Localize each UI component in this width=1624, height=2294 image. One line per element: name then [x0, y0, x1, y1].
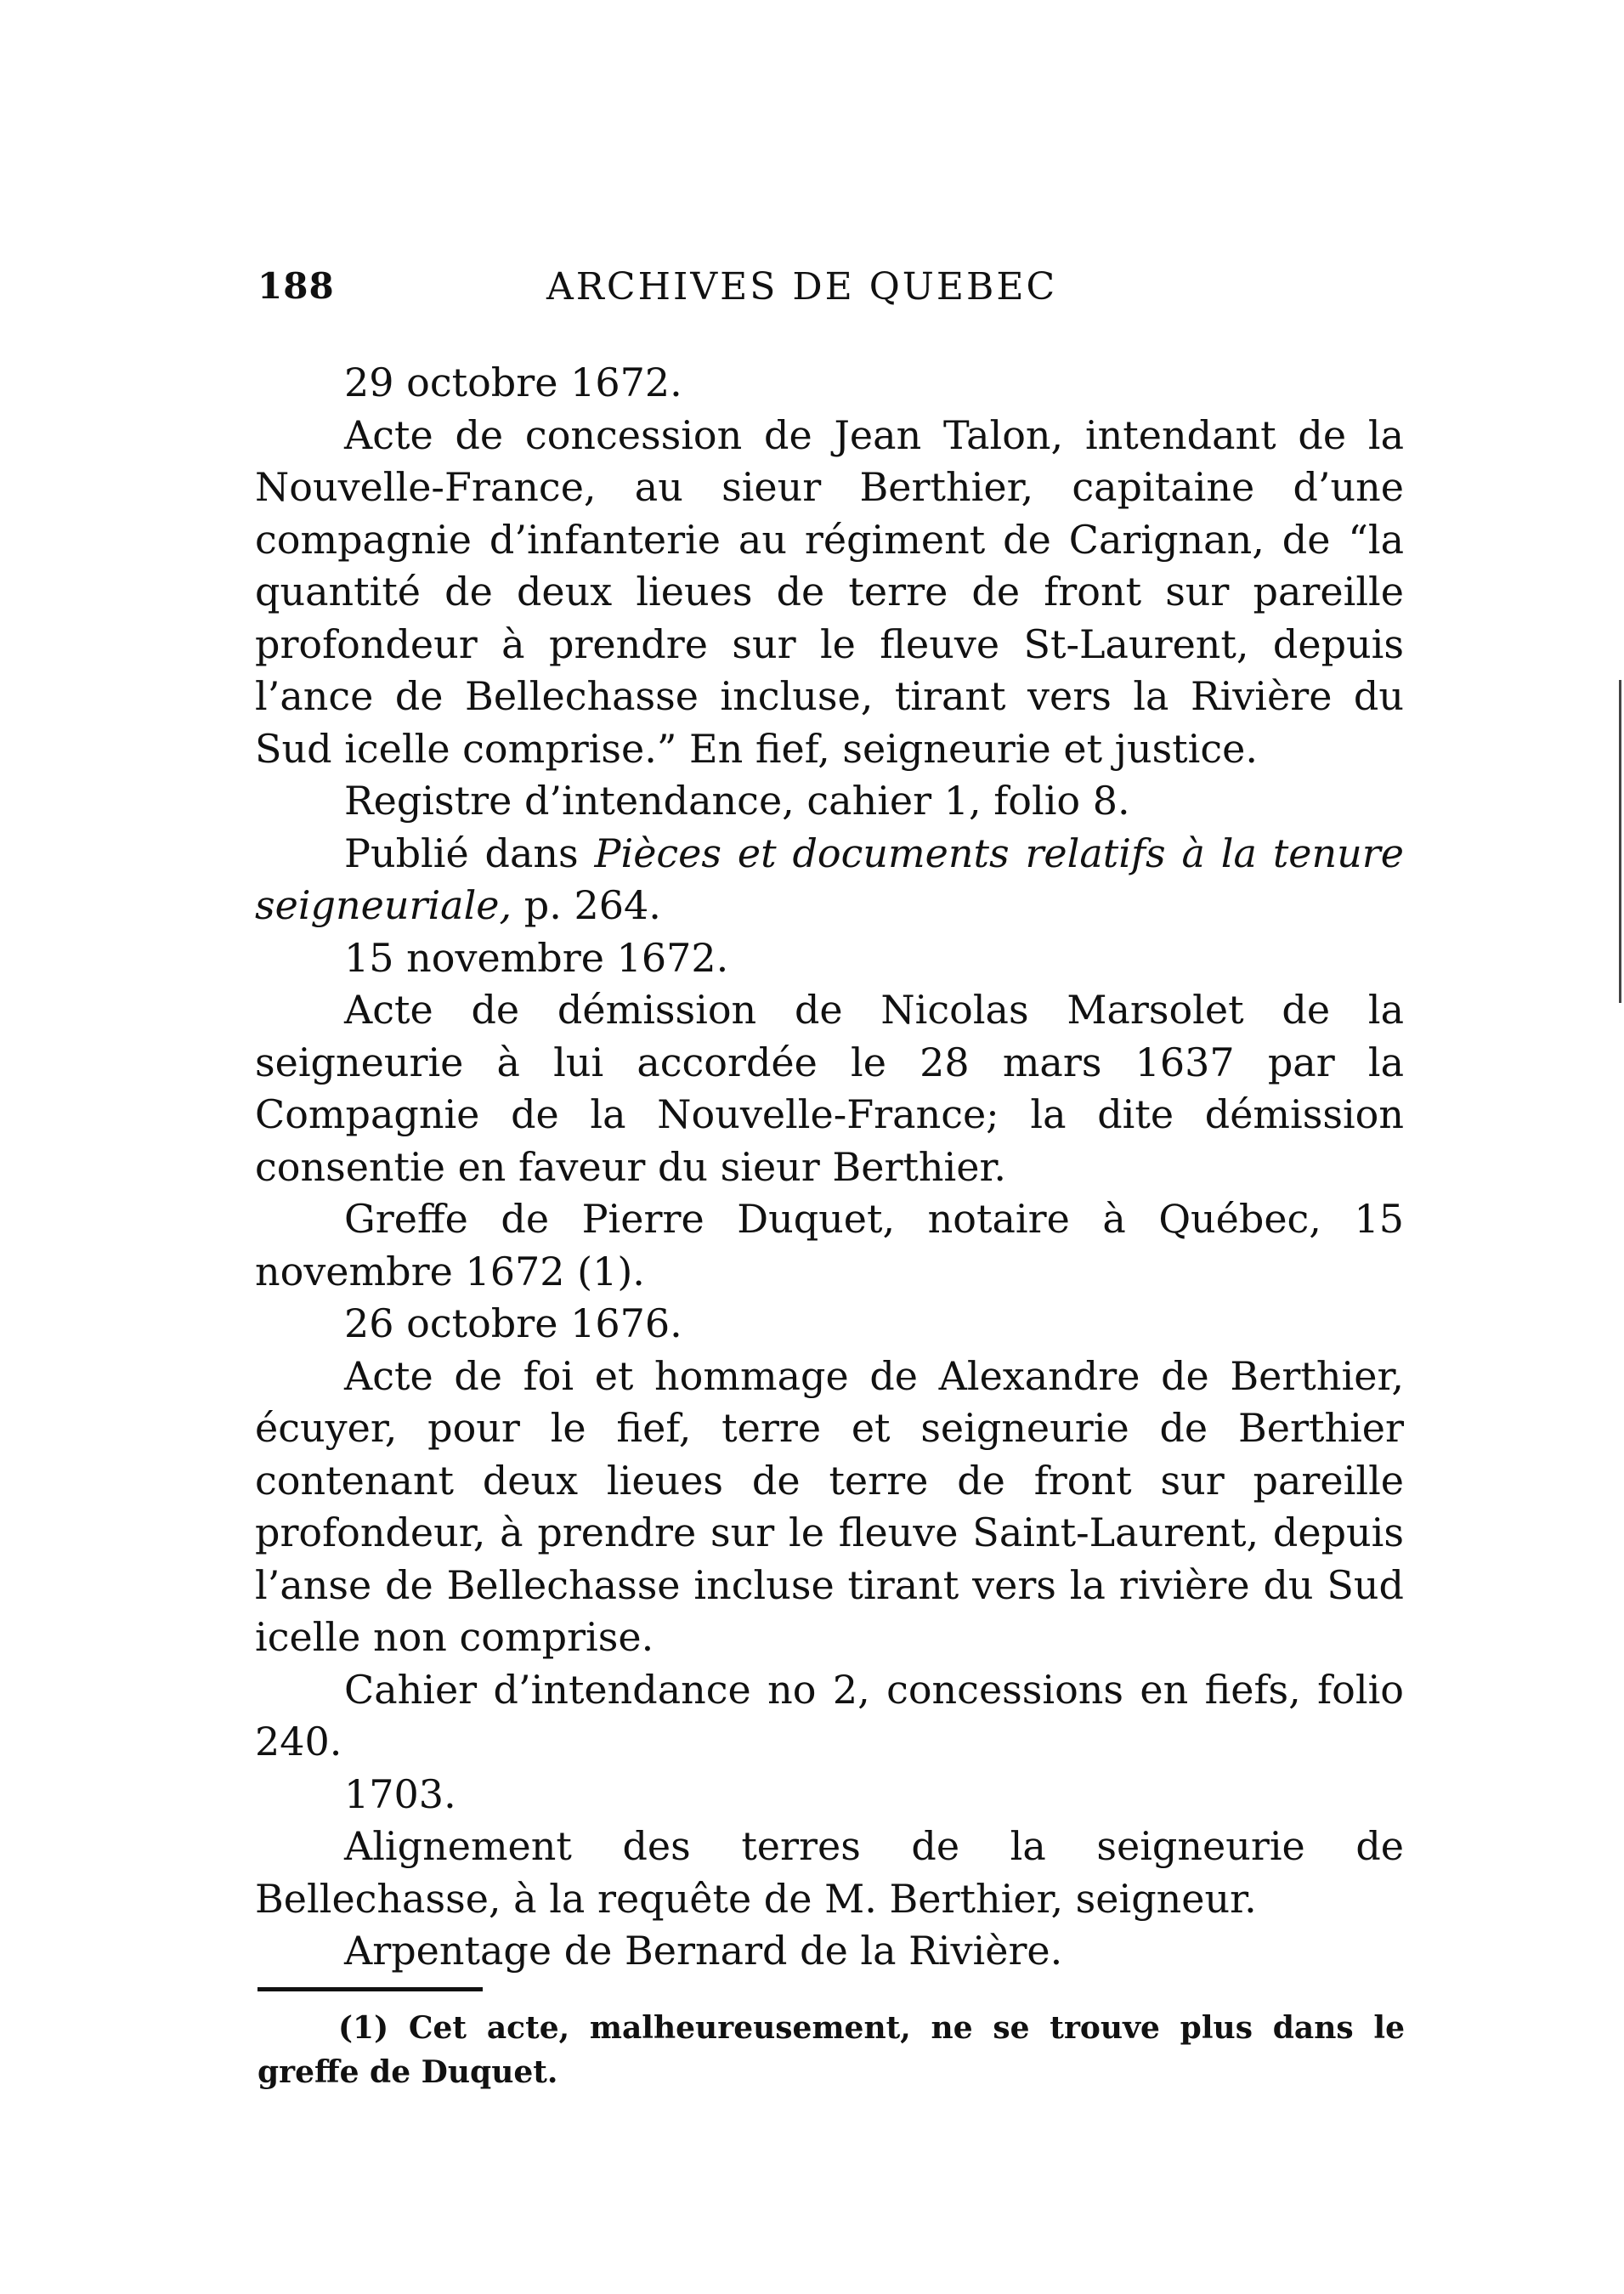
- entry-paragraph: Acte de foi et hommage de Alexandre de Berthier, écuyer, pour le fief, terre et seigneurie de Berthier contenant deux lieues de terre de front sur pareille profondeur, à prendre sur le fleuve Saint-Laurent, depuis l’anse de Bellechasse incluse tirant vers la rivière du Sud icelle non comprise.: [255, 1352, 1404, 1660]
- running-title: ARCHIVES DE QUEBEC: [546, 265, 1058, 309]
- source-reference: Cahier d’intendance no 2, concessions en fiefs, folio 240.: [255, 1666, 1404, 1764]
- page-number: 188: [257, 265, 335, 307]
- entry-date: 26 octobre 1676.: [344, 1300, 682, 1346]
- source-reference: Arpentage de Bernard de la Rivière.: [344, 1928, 1063, 1974]
- footnote-text: (1) Cet acte, malheureusement, ne se trouve plus dans le greffe de Duquet.: [257, 2010, 1405, 2090]
- entry-date: 1703.: [344, 1770, 456, 1817]
- publication-reference: [255, 828, 1404, 932]
- body-text: [255, 357, 1404, 1978]
- source-reference: Registre d’intendance, cahier 1, folio 8.: [344, 778, 1130, 824]
- entry-date: 15 novembre 1672.: [344, 934, 729, 981]
- publication-title: Pièces et documents relatifs à la tenure seigneuriale,: [255, 830, 1404, 928]
- page-header: [257, 265, 1405, 316]
- entry-paragraph: Acte de démission de Nicolas Marsolet de la seigneurie à lui accordée le 28 mars 1637 par la Compagnie de la Nouvelle-France; la dite démission consentie en faveur du sieur Berthier.: [255, 987, 1404, 1190]
- publication-prefix: Publié dans: [344, 830, 595, 876]
- entry-date: 29 octobre 1672.: [344, 360, 682, 405]
- footnote: [257, 2006, 1405, 2094]
- entry-paragraph: Alignement des terres de la seigneurie de Bellechasse, à la requête de M. Berthier, seigneur.: [255, 1823, 1404, 1922]
- scan-edge-mark: [1619, 680, 1621, 1003]
- entry-paragraph: Acte de concession de Jean Talon, intendant de la Nouvelle-France, au sieur Berthier, capitaine d’une compagnie d’infanterie au régiment de Carignan, de “la quantité de deux lieues de terre de front sur pareille profondeur à prendre sur le fleuve St-Laurent, depuis l’ance de Bellechasse incluse, tirant vers la Rivière du Sud icelle comprise.” En fief, seigneurie et justice.: [255, 411, 1404, 772]
- source-reference: Greffe de Pierre Duquet, notaire à Québec, 15 novembre 1672 (1).: [255, 1196, 1404, 1294]
- publication-page: p. 264.: [512, 882, 661, 928]
- footnote-divider: [257, 1987, 483, 1991]
